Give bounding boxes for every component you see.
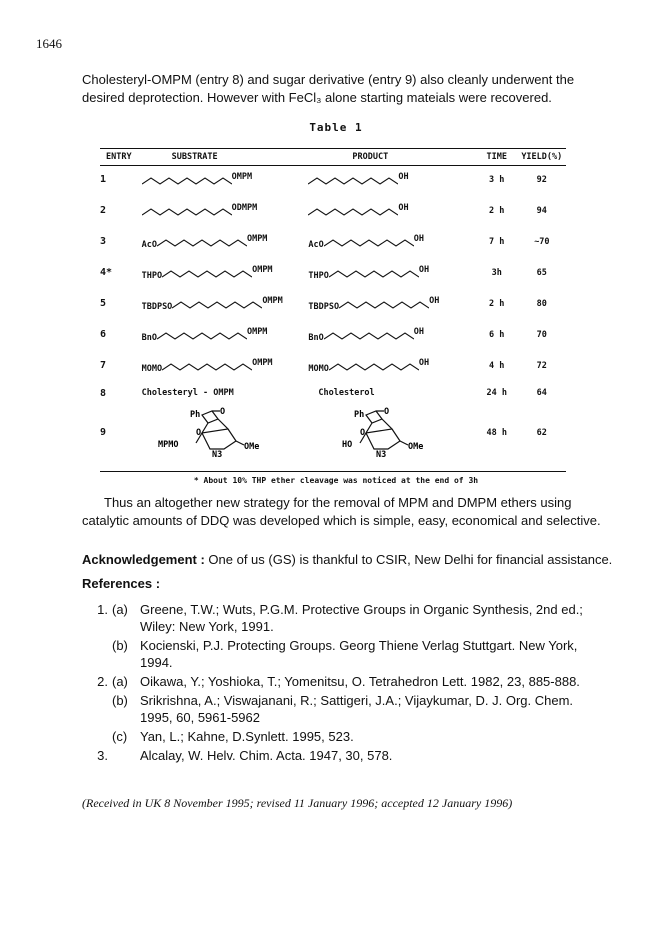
chain-left-group: MOMO xyxy=(141,363,163,374)
acknowledgement xyxy=(82,552,612,567)
yield-cell: 64 xyxy=(536,388,547,398)
ref-sub: (b) xyxy=(112,638,128,653)
reference-item xyxy=(82,601,602,635)
acknowledgement-label: Acknowledgement : xyxy=(82,552,205,567)
ref-text: Yan, L.; Kahne, D.Synlett. 1995, 523. xyxy=(140,729,354,744)
time-cell: 7 h xyxy=(489,236,505,247)
yield-cell: 70 xyxy=(536,329,547,340)
table-row xyxy=(100,288,566,319)
alkyl-chain xyxy=(329,267,419,281)
alkyl-chain xyxy=(308,205,398,219)
substrate-cell xyxy=(132,195,303,226)
ref-number xyxy=(82,728,112,745)
ho-label: HO xyxy=(342,440,353,450)
table-body xyxy=(100,164,566,460)
chain-right-group: OH xyxy=(398,202,409,213)
product-structure xyxy=(302,405,475,460)
product-cell xyxy=(302,350,475,381)
yield-cell: 80 xyxy=(536,298,547,309)
table-row xyxy=(100,319,566,350)
substrate-cell xyxy=(132,350,303,381)
substrate-structure xyxy=(132,405,303,460)
col-entry: ENTRY xyxy=(106,152,132,162)
table-caption: Table 1 xyxy=(309,121,363,134)
references-heading: References : xyxy=(82,576,161,591)
sugar-substrate-structure xyxy=(132,405,292,457)
mpmo-label: MPMO xyxy=(157,440,179,450)
chain-right-group: OMPM xyxy=(252,264,273,275)
alkyl-chain xyxy=(339,298,429,312)
alkyl-chain xyxy=(162,360,252,374)
alkyl-chain xyxy=(324,329,414,343)
results-table xyxy=(100,150,566,460)
received-line: (Received in UK 8 November 1995; revised 11 January 1996; accepted 12 January 1996) xyxy=(82,796,513,810)
table-row xyxy=(100,164,566,195)
col-time: TIME xyxy=(486,152,507,162)
reference-item xyxy=(82,692,602,726)
alkyl-chain xyxy=(157,236,247,250)
table-row xyxy=(100,195,566,226)
chain-left-group: AcO xyxy=(141,239,157,250)
product-cell xyxy=(302,257,475,288)
entry-cell: 9 xyxy=(100,427,107,438)
ref-number: 2. xyxy=(97,674,108,689)
reference-item xyxy=(82,728,602,745)
ref-text: Srikrishna, A.; Viswajanani, R.; Sattigeri, J.A.; Vijaykumar, D. J. Org. Chem. 1995, 60, 5961-5962 xyxy=(140,693,574,725)
entry-cell: 3 xyxy=(100,236,107,247)
chain-right-group: OH xyxy=(418,264,430,275)
reference-item xyxy=(82,747,602,764)
substrate-cell: Cholesteryl - OMPM xyxy=(141,388,234,398)
intro-paragraph: Cholesteryl-OMPM (entry 8) and sugar derivative (entry 9) also cleanly underwent the desired deprotection. However with FeCl₃ alone starting mateials were recovered. xyxy=(82,72,575,105)
table-top-rule xyxy=(100,148,566,149)
chain-right-group: OH xyxy=(413,233,424,244)
ref-number: 1. xyxy=(97,602,108,617)
ref-text: Greene, T.W.; Wuts, P.G.M. Protective Groups in Organic Synthesis, 2nd ed.; Wiley: New York, 1991. xyxy=(140,602,583,634)
table-footnote: * About 10% THP ether cleavage was noticed at the end of 3h xyxy=(193,476,479,485)
table-bottom-rule xyxy=(100,471,566,472)
substrate-cell xyxy=(132,226,303,257)
table-row xyxy=(100,350,566,381)
chain-left-group: AcO xyxy=(308,239,324,250)
ref-sub: (b) xyxy=(112,693,128,708)
time-cell: 2 h xyxy=(489,205,505,216)
entry-cell: 8 xyxy=(100,387,107,399)
time-cell: 48 h xyxy=(486,427,507,438)
chain-left-group: MOMO xyxy=(308,363,329,374)
chain-left-group: BnO xyxy=(308,332,324,343)
ome-label: OMe xyxy=(408,442,424,452)
reference-item xyxy=(82,637,602,671)
col-product: PRODUCT xyxy=(352,152,389,162)
ring-o-label: O xyxy=(360,428,366,438)
alkyl-chain xyxy=(157,329,247,343)
yield-cell: 65 xyxy=(536,267,547,278)
ref-sub: (a) xyxy=(112,674,128,689)
chain-left-group: TBDPSO xyxy=(308,301,340,312)
product-cell xyxy=(302,195,475,226)
chain-right-group: OMPM xyxy=(262,295,283,306)
col-yield: YIELD(%) xyxy=(521,152,563,162)
product-cell xyxy=(302,319,475,350)
ref-number xyxy=(82,692,112,726)
col-substrate: SUBSTRATE xyxy=(171,152,218,162)
product-cell: Cholesterol xyxy=(318,388,375,398)
azide-label: N3 xyxy=(211,450,222,457)
time-cell: 3 h xyxy=(489,174,505,185)
time-cell: 24 h xyxy=(486,388,507,398)
chain-left-group: THPO xyxy=(141,270,163,281)
alkyl-chain xyxy=(308,174,398,188)
ref-number xyxy=(82,637,112,671)
conclusion-paragraph: Thus an altogether new strategy for the removal of MPM and DMPM ethers using catalytic amounts of DDQ was developed which is simple, easy, economical and selective. xyxy=(82,495,601,528)
chain-right-group: OMPM xyxy=(252,357,273,368)
alkyl-chain xyxy=(142,174,232,188)
ring-o-label: O xyxy=(219,407,225,417)
ref-sub xyxy=(112,747,140,764)
yield-cell: ∼70 xyxy=(534,236,550,247)
reference-list xyxy=(82,601,602,766)
chain-right-group: OH xyxy=(429,295,440,306)
alkyl-chain xyxy=(142,205,232,219)
ref-text: Oikawa, Y.; Yoshioka, T.; Yomenitsu, O. Tetrahedron Lett. 1982, 23, 885-888. xyxy=(140,674,580,689)
chain-right-group: ODMPM xyxy=(231,202,258,213)
table-row-cholesteryl xyxy=(100,381,566,405)
azide-label: N3 xyxy=(376,450,387,457)
product-cell xyxy=(302,164,475,195)
yield-cell: 94 xyxy=(536,205,547,216)
substrate-cell xyxy=(132,319,303,350)
ref-sub: (c) xyxy=(112,729,128,744)
chain-right-group: OH xyxy=(418,357,430,368)
yield-cell: 92 xyxy=(536,174,547,185)
ome-label: OMe xyxy=(243,442,259,452)
ref-text: Alcalay, W. Helv. Chim. Acta. 1947, 30, 578. xyxy=(140,748,393,763)
page-number: 1646 xyxy=(36,36,62,51)
table-row xyxy=(100,257,566,288)
time-cell: 3h xyxy=(491,267,502,278)
substrate-cell xyxy=(132,164,303,195)
time-cell: 4 h xyxy=(489,360,505,371)
entry-cell: 6 xyxy=(100,329,107,340)
entry-cell: 1 xyxy=(100,174,107,185)
ph-label: Ph xyxy=(189,410,200,420)
entry-cell: 5 xyxy=(100,298,107,309)
product-cell xyxy=(302,288,475,319)
entry-cell: 2 xyxy=(100,205,107,216)
chain-right-group: OH xyxy=(413,326,424,337)
entry-cell: 7 xyxy=(100,360,107,371)
chain-right-group: OMPM xyxy=(246,326,268,337)
ring-o-label: O xyxy=(195,428,201,438)
substrate-cell xyxy=(132,257,303,288)
ph-label: Ph xyxy=(354,410,365,420)
alkyl-chain xyxy=(162,267,252,281)
sugar-product-structure xyxy=(302,405,462,457)
chain-left-group: BnO xyxy=(141,332,157,343)
yield-cell: 72 xyxy=(536,360,547,371)
ring-o-label: O xyxy=(384,407,390,417)
chain-left-group: THPO xyxy=(308,270,329,281)
time-cell: 2 h xyxy=(489,298,505,309)
acknowledgement-text: One of us (GS) is thankful to CSIR, New Delhi for financial assistance. xyxy=(204,552,613,567)
substrate-cell xyxy=(132,288,303,319)
entry-cell: 4* xyxy=(100,267,113,278)
table-row-sugar xyxy=(100,405,566,460)
table-row xyxy=(100,226,566,257)
yield-cell: 62 xyxy=(536,427,547,438)
alkyl-chain xyxy=(172,298,262,312)
chain-right-group: OH xyxy=(398,171,409,182)
chain-right-group: OMPM xyxy=(231,171,253,182)
reference-item xyxy=(82,673,602,690)
ref-number: 3. xyxy=(97,748,108,763)
product-cell xyxy=(302,226,475,257)
ref-sub: (a) xyxy=(112,602,128,617)
alkyl-chain xyxy=(329,360,419,374)
chain-left-group: TBDPSO xyxy=(141,301,173,312)
ref-text: Kocienski, P.J. Protecting Groups. Georg Thiene Verlag Stuttgart. New York, 1994. xyxy=(140,638,578,670)
chain-right-group: OMPM xyxy=(246,233,268,244)
alkyl-chain xyxy=(324,236,414,250)
table-header-row xyxy=(100,150,566,164)
time-cell: 6 h xyxy=(489,329,505,340)
